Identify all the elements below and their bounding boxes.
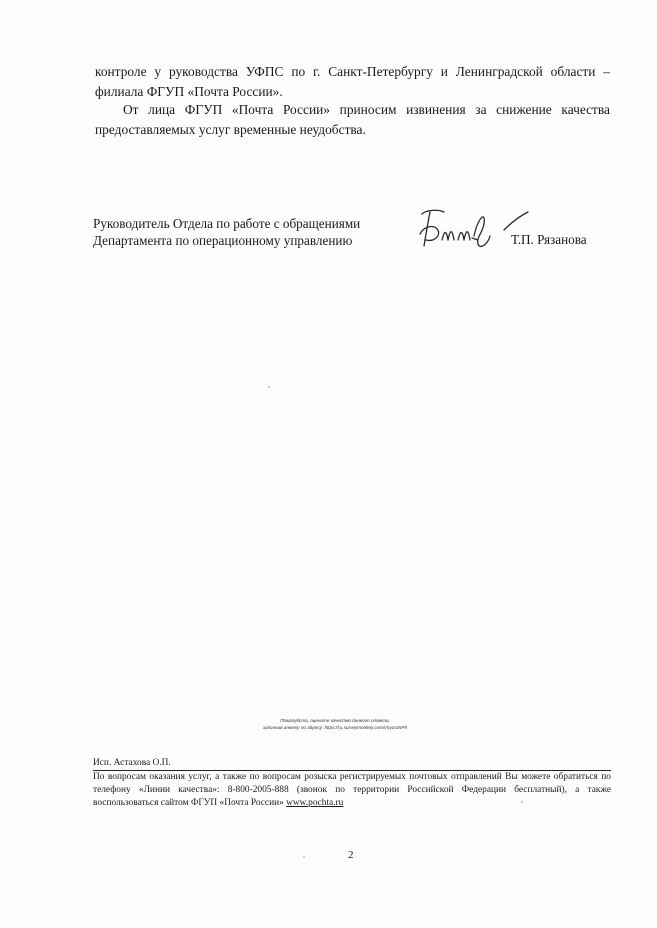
survey-note bbox=[240, 717, 430, 731]
website-link[interactable]: www.pochta.ru bbox=[286, 798, 344, 808]
page-number: 2 bbox=[348, 849, 354, 861]
executor-line: Исп. Астахова О.П. bbox=[93, 757, 611, 771]
handwritten-signature bbox=[408, 200, 533, 260]
contact-text: По вопросам оказания услуг, а также по вопросам розыска регистрируемых почтовых отправлений Вы можете обратиться по телефону «Линии качества»: 8-800-2005-888 (звонок по территории Российской Федерации бесплатный), а также воспользоваться сайтом ФГУП «Почта России» bbox=[93, 772, 611, 808]
signatory-name: Т.П. Рязанова bbox=[511, 232, 587, 247]
contact-info bbox=[93, 771, 611, 810]
scan-speck bbox=[268, 386, 270, 388]
footer bbox=[93, 757, 611, 810]
signature-position-line1: Руководитель Отдела по работе с обращениями bbox=[93, 216, 361, 231]
survey-note-line2: заполнив анкету по адресу: https://ru.surveymonkey.com/r/nyzoz5Ph bbox=[262, 725, 408, 730]
survey-note-line1: Пожалуйста, оцените качество данного ответа, bbox=[280, 718, 390, 723]
scan-speck bbox=[521, 801, 523, 803]
scan-speck bbox=[303, 856, 305, 858]
paragraph-continuation: контроле у руководства УФПС по г. Санкт-Петербургу и Ленинградской области – филиала ФГУП «Почта России». bbox=[95, 64, 610, 99]
paragraph-apology: От лица ФГУП «Почта России» приносим извинения за снижение качества предоставляемых услуг временные неудобства. bbox=[95, 102, 610, 137]
signature-position bbox=[93, 215, 360, 249]
signature-position-line2: Департамента по операционному управлению bbox=[93, 233, 353, 248]
